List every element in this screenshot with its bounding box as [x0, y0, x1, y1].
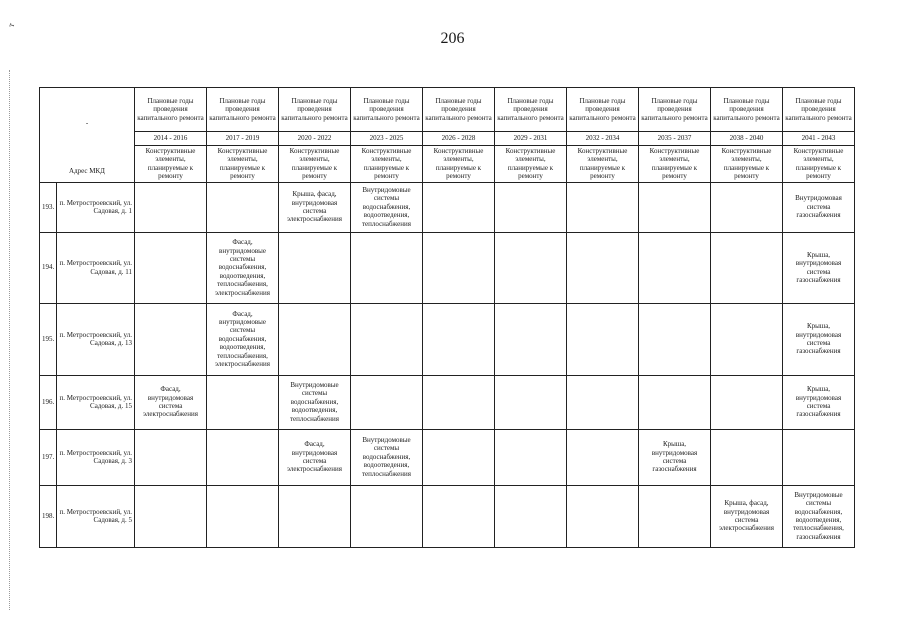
plan-cell	[495, 232, 567, 303]
plan-cell	[207, 182, 279, 232]
table-row	[40, 182, 855, 232]
plan-cell: Внутридомовые системы водоснабжения, водоотведения, теплоснабжения	[351, 429, 423, 485]
plan-cell	[351, 303, 423, 375]
plan-cell	[567, 375, 639, 429]
period-cell: 2035 - 2037	[639, 132, 711, 146]
plan-cell	[423, 232, 495, 303]
row-address: п. Метростроевский, ул. Садовая, д. 1	[57, 182, 135, 232]
row-address: п. Метростроевский, ул. Садовая, д. 3	[57, 429, 135, 485]
plan-cell: Крыша, внутридомовая система газоснабжения	[639, 429, 711, 485]
row-number: 198.	[40, 485, 57, 547]
plan-cell: Внутридомовые системы водоснабжения, водоотведения, теплоснабжения	[279, 375, 351, 429]
row-address: п. Метростроевский, ул. Садовая, д. 5	[57, 485, 135, 547]
plan-cell	[639, 303, 711, 375]
header-dash: -	[85, 118, 89, 127]
plan-cell: Фасад, внутридомовая система электроснабжения	[279, 429, 351, 485]
plan-cell	[135, 303, 207, 375]
plan-cell	[279, 485, 351, 547]
address-header-label: Адрес МКД	[69, 167, 105, 176]
plan-cell	[495, 485, 567, 547]
table-row	[40, 375, 855, 429]
plan-cell	[207, 429, 279, 485]
row-number: 196.	[40, 375, 57, 429]
elements-header-cell: Конструктивные элементы, планируемые к ремонту	[207, 146, 279, 183]
table-row	[40, 303, 855, 375]
plan-cell	[567, 182, 639, 232]
margin-dotted-line	[9, 70, 12, 610]
plan-cell	[711, 375, 783, 429]
plan-cell	[711, 182, 783, 232]
repair-plan-table	[39, 87, 855, 548]
period-cell: 2017 - 2019	[207, 132, 279, 146]
margin-mark: т	[5, 21, 17, 29]
plan-cell	[567, 303, 639, 375]
elements-header-cell: Конструктивные элементы, планируемые к ремонту	[639, 146, 711, 183]
plan-cell	[783, 429, 855, 485]
plan-header-cell: Плановые годы проведения капитального ремонта	[711, 88, 783, 132]
plan-header-cell: Плановые годы проведения капитального ремонта	[135, 88, 207, 132]
plan-cell	[207, 375, 279, 429]
period-cell: 2041 - 2043	[783, 132, 855, 146]
plan-cell	[711, 303, 783, 375]
plan-cell	[567, 232, 639, 303]
plan-cell	[135, 182, 207, 232]
plan-cell	[135, 232, 207, 303]
period-cell: 2023 - 2025	[351, 132, 423, 146]
plan-cell: Внутридомовая система газоснабжения	[783, 182, 855, 232]
plan-cell	[351, 375, 423, 429]
plan-cell	[423, 429, 495, 485]
plan-cell	[495, 375, 567, 429]
plan-header-cell: Плановые годы проведения капитального ремонта	[639, 88, 711, 132]
plan-header-cell: Плановые годы проведения капитального ремонта	[567, 88, 639, 132]
elements-header-cell: Конструктивные элементы, планируемые к ремонту	[423, 146, 495, 183]
plan-cell	[639, 232, 711, 303]
plan-cell	[495, 182, 567, 232]
table-row	[40, 485, 855, 547]
plan-header-cell: Плановые годы проведения капитального ремонта	[351, 88, 423, 132]
period-cell: 2014 - 2016	[135, 132, 207, 146]
plan-header-cell: Плановые годы проведения капитального ремонта	[783, 88, 855, 132]
elements-header-cell: Конструктивные элементы, планируемые к ремонту	[495, 146, 567, 183]
plan-cell	[495, 429, 567, 485]
table-row	[40, 232, 855, 303]
elements-header-cell: Конструктивные элементы, планируемые к ремонту	[567, 146, 639, 183]
plan-header-cell: Плановые годы проведения капитального ремонта	[423, 88, 495, 132]
plan-cell	[135, 429, 207, 485]
plan-header-cell: Плановые годы проведения капитального ремонта	[207, 88, 279, 132]
plan-cell	[279, 232, 351, 303]
plan-cell	[423, 485, 495, 547]
plan-cell	[351, 485, 423, 547]
period-cell: 2026 - 2028	[423, 132, 495, 146]
elements-header-cell: Конструктивные элементы, планируемые к ремонту	[135, 146, 207, 183]
plan-cell: Крыша, фасад, внутридомовая система электроснабжения	[279, 182, 351, 232]
plan-cell	[639, 485, 711, 547]
header-row-elements	[40, 146, 855, 183]
plan-cell	[135, 485, 207, 547]
plan-cell: Фасад, внутридомовая система электроснабжения	[135, 375, 207, 429]
row-address: п. Метростроевский, ул. Садовая, д. 13	[57, 303, 135, 375]
elements-header-cell: Конструктивные элементы, планируемые к ремонту	[783, 146, 855, 183]
plan-cell	[423, 303, 495, 375]
plan-cell	[711, 232, 783, 303]
plan-cell: Фасад, внутридомовые системы водоснабжения, водоотведения, теплоснабжения, электроснабжения	[207, 232, 279, 303]
row-number: 193.	[40, 182, 57, 232]
period-cell: 2029 - 2031	[495, 132, 567, 146]
plan-cell	[567, 485, 639, 547]
plan-cell	[207, 485, 279, 547]
elements-header-cell: Конструктивные элементы, планируемые к ремонту	[279, 146, 351, 183]
period-cell: 2032 - 2034	[567, 132, 639, 146]
plan-cell	[351, 232, 423, 303]
row-address: п. Метростроевский, ул. Садовая, д. 15	[57, 375, 135, 429]
address-header	[40, 88, 135, 183]
row-number: 194.	[40, 232, 57, 303]
plan-cell: Крыша, внутридомовая система газоснабжения	[783, 375, 855, 429]
plan-header-cell: Плановые годы проведения капитального ремонта	[279, 88, 351, 132]
plan-cell	[495, 303, 567, 375]
elements-header-cell: Конструктивные элементы, планируемые к ремонту	[351, 146, 423, 183]
plan-cell: Крыша, внутридомовая система газоснабжения	[783, 303, 855, 375]
plan-header-cell: Плановые годы проведения капитального ремонта	[495, 88, 567, 132]
plan-cell	[423, 375, 495, 429]
plan-cell	[567, 429, 639, 485]
plan-cell: Крыша, внутридомовая система газоснабжения	[783, 232, 855, 303]
plan-cell: Крыша, фасад, внутридомовая система электроснабжения	[711, 485, 783, 547]
elements-header-cell: Конструктивные элементы, планируемые к ремонту	[711, 146, 783, 183]
period-cell: 2020 - 2022	[279, 132, 351, 146]
plan-cell: Внутридомовые системы водоснабжения, водоотведения, теплоснабжения, газоснабжения	[783, 485, 855, 547]
plan-cell	[423, 182, 495, 232]
plan-cell: Внутридомовые системы водоснабжения, водоотведения, теплоснабжения	[351, 182, 423, 232]
plan-cell	[279, 303, 351, 375]
plan-cell	[639, 375, 711, 429]
header-row-periods	[40, 132, 855, 146]
row-number: 197.	[40, 429, 57, 485]
row-number: 195.	[40, 303, 57, 375]
plan-cell: Фасад, внутридомовые системы водоснабжения, водоотведения, теплоснабжения, электроснабжения	[207, 303, 279, 375]
header-row-plan	[40, 88, 855, 132]
table-row	[40, 429, 855, 485]
plan-cell	[711, 429, 783, 485]
period-cell: 2038 - 2040	[711, 132, 783, 146]
page-number: 206	[440, 30, 465, 47]
row-address: п. Метростроевский, ул. Садовая, д. 11	[57, 232, 135, 303]
plan-cell	[639, 182, 711, 232]
